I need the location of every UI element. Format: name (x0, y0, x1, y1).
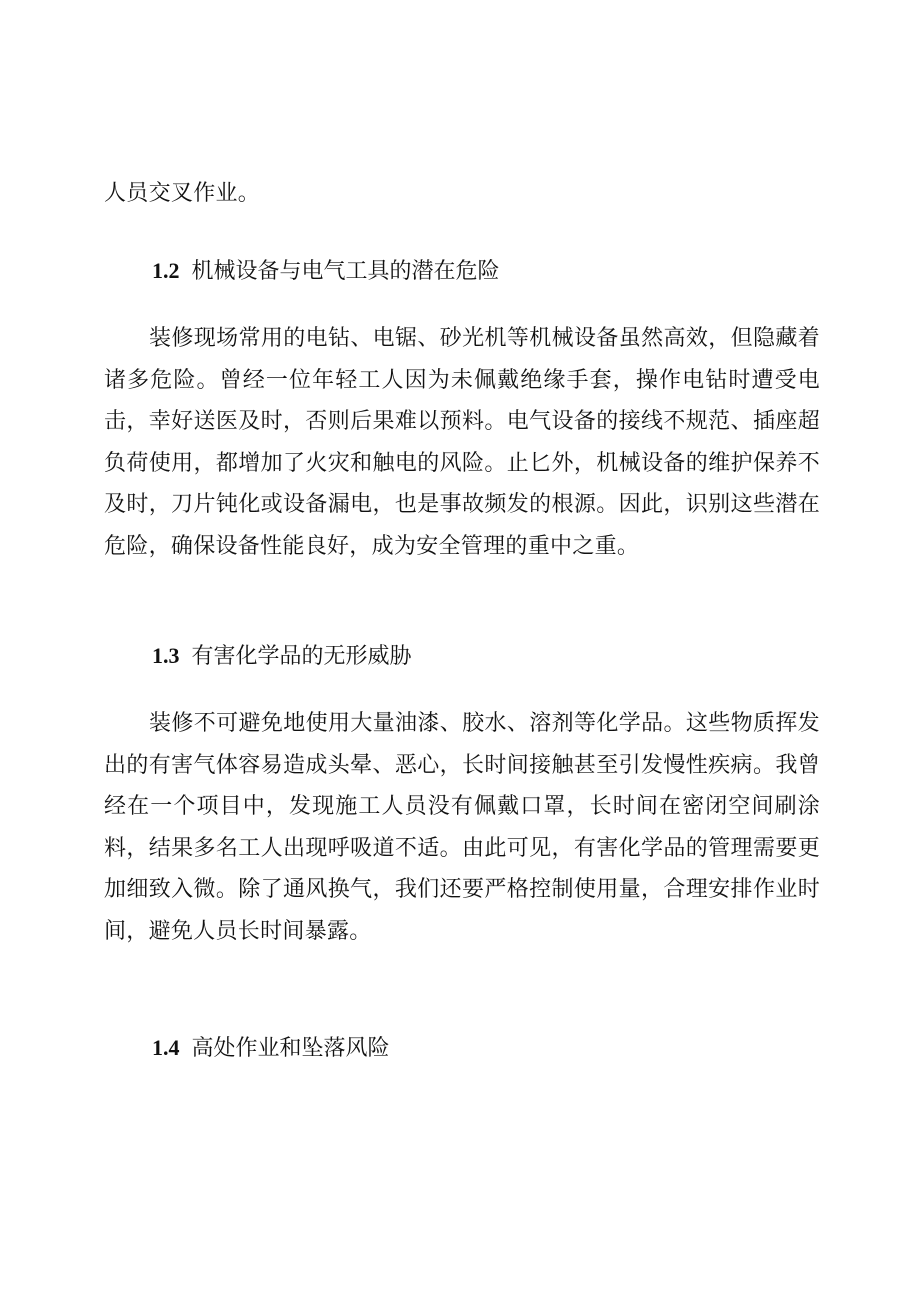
section-title: 有害化学品的无形威胁 (191, 644, 412, 669)
section-1-3-paragraph: 装修不可避免地使用大量油漆、胶水、溶剂等化学品。这些物质挥发出的有害气体容易造成头晕、恶心，长时间接触甚至引发慢性疾病。我曾经在一个项目中，发现施工人员没有佩戴口罩，长时间在密闭空间刷涂料，结果多名工人出现呼吸道不适。由此可见，有害化学品的管理需要更加细致入微。除了通风换气，我们还要严格控制使用量，合理安排作业时间，避免人员长时间暴露。 (104, 711, 820, 944)
section-number: 1.2 (152, 258, 180, 283)
section-heading-1-3 (152, 641, 412, 672)
section-heading-1-2 (152, 256, 500, 287)
section-number: 1.4 (152, 1035, 180, 1060)
section-number: 1.3 (152, 643, 180, 668)
section-title: 高处作业和坠落风险 (191, 1036, 390, 1061)
section-heading-1-4 (152, 1033, 390, 1064)
section-title: 机械设备与电气工具的潜在危险 (191, 259, 500, 284)
section-1-2-paragraph: 装修现场常用的电钻、电锯、砂光机等机械设备虽然高效，但隐藏着诸多危险。曾经一位年轻工人因为未佩戴绝缘手套，操作电钻时遭受电击，幸好送医及时，否则后果难以预料。电气设备的接线不规范、插座超负荷使用，都增加了火灾和触电的风险。止匕外，机械设备的维护保养不及时，刀片钝化或设备漏电，也是事故频发的根源。因此，识别这些潜在危险，确保设备性能良好，成为安全管理的重中之重。 (104, 326, 820, 559)
continuation-paragraph: 人员交叉作业。 (104, 181, 261, 206)
